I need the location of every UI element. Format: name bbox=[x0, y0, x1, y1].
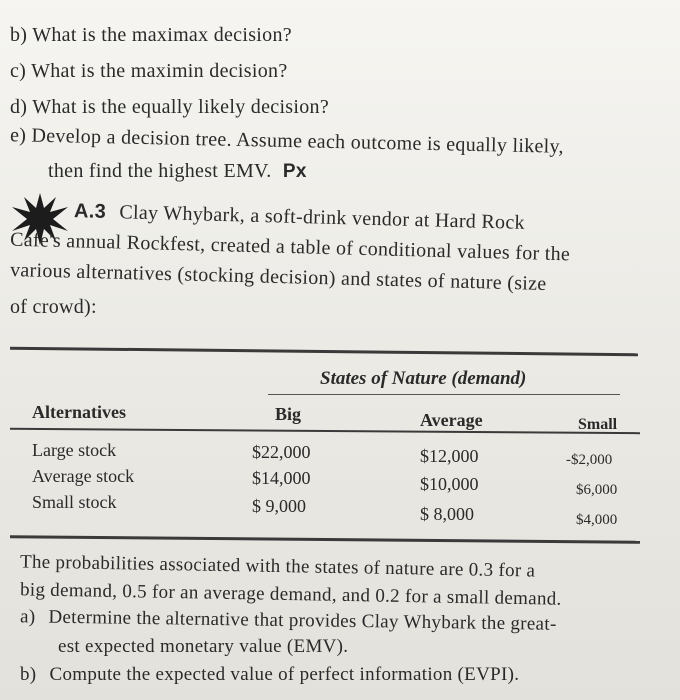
footer-item-a-label: a) bbox=[19, 606, 36, 628]
row-average-label: Average stock bbox=[32, 466, 135, 486]
footer-item-a-line-1: Determine the alternative that provides Clay Whybark the great- bbox=[48, 606, 557, 635]
footer-item-b-line-1: Compute the expected value of perfect information (EVPI). bbox=[49, 664, 520, 685]
footer-item-b-label: b) bbox=[20, 664, 37, 685]
states-underline bbox=[268, 394, 620, 395]
row-large-average: $12,000 bbox=[420, 446, 479, 466]
problem-line-1: Clay Whybark, a soft-drink vendor at Hard Rock bbox=[119, 201, 526, 234]
row-small-small: $4,000 bbox=[576, 512, 618, 528]
row-large-big: $22,000 bbox=[252, 442, 311, 462]
question-e-cont-text: then find the highest EMV. bbox=[48, 160, 272, 182]
table-bottom-rule bbox=[10, 535, 640, 543]
col-average: Average bbox=[420, 410, 483, 430]
row-small-label: Small stock bbox=[32, 492, 117, 512]
row-average-average: $10,000 bbox=[420, 474, 479, 494]
problem-heading bbox=[74, 200, 525, 235]
states-header: States of Nature (demand) bbox=[320, 368, 527, 389]
question-e-continued bbox=[48, 160, 307, 183]
row-small-average: $ 8,000 bbox=[420, 504, 474, 524]
problem-line-3: various alternatives (stocking decision) and states of nature (size bbox=[9, 258, 547, 296]
footer-item-a bbox=[20, 606, 557, 635]
col-big: Big bbox=[275, 404, 302, 424]
question-c: c) What is the maximin decision? bbox=[10, 60, 288, 82]
table-top-rule bbox=[10, 347, 638, 357]
row-large-small: -$2,000 bbox=[566, 452, 613, 468]
footer-item-b bbox=[20, 664, 519, 686]
row-average-big: $14,000 bbox=[252, 468, 311, 488]
row-average-small: $6,000 bbox=[576, 482, 618, 498]
row-large-label: Large stock bbox=[32, 440, 117, 460]
px-badge: Px bbox=[282, 161, 307, 182]
footer-item-a-line-2: est expected monetary value (EMV). bbox=[58, 636, 349, 657]
header-rule bbox=[10, 428, 640, 434]
question-b: b) What is the maximax decision? bbox=[10, 24, 292, 46]
footer-line-1: The probabilities associated with the states of nature are 0.3 for a bbox=[19, 551, 536, 582]
row-small-big: $ 9,000 bbox=[252, 496, 306, 516]
problem-line-4: of crowd): bbox=[10, 296, 97, 318]
question-e: e) Develop a decision tree. Assume each outcome is equally likely, bbox=[9, 124, 565, 158]
col-alternatives: Alternatives bbox=[32, 402, 126, 422]
problem-line-2: Cafe's annual Rockfest, created a table of conditional values for the bbox=[9, 228, 571, 266]
problem-number: A.3 bbox=[73, 200, 107, 223]
question-d: d) What is the equally likely decision? bbox=[10, 96, 330, 118]
footer-line-2: big demand, 0.5 for an average demand, and 0.2 for a small demand. bbox=[19, 579, 562, 610]
col-small: Small bbox=[578, 416, 618, 433]
